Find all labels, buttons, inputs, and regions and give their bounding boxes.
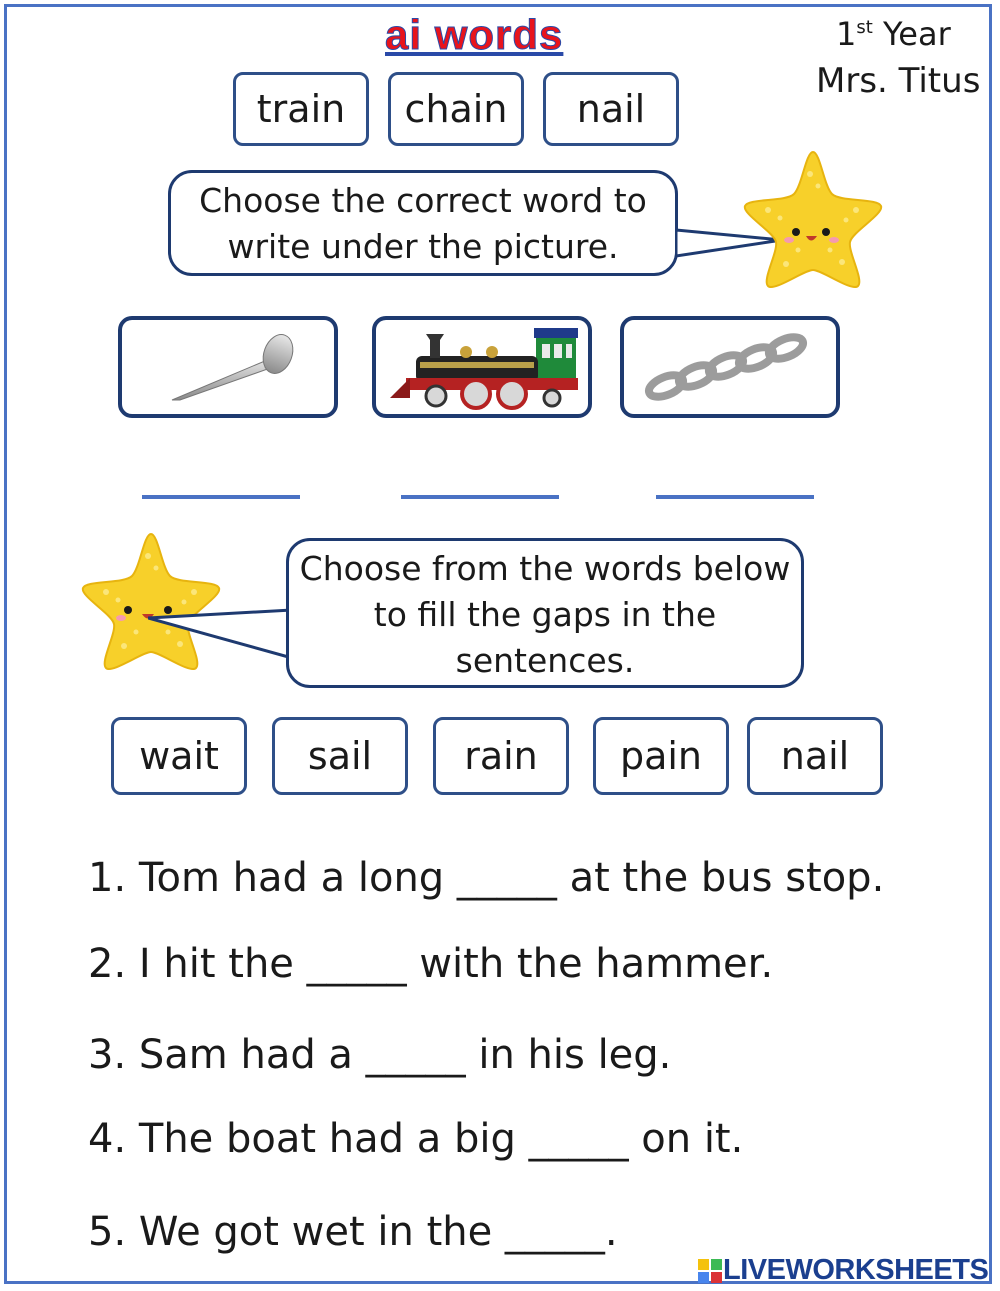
worksheet-title: ai words (385, 11, 564, 58)
sentence-1: 1. Tom had a long _____ at the bus stop. (88, 855, 885, 901)
word-bank-nail-2: nail (747, 717, 883, 795)
instruction-2-line-1: Choose from the words below (299, 549, 791, 588)
nail-icon (122, 320, 334, 414)
star-mascot-icon (738, 146, 888, 291)
year-suffix: st (856, 17, 873, 38)
liveworksheets-brand: LIVEWORKSHEETS (723, 1254, 989, 1286)
instruction-2-line-2: to fill the gaps in the (373, 595, 717, 634)
sentence-4: 4. The boat had a big _____ on it. (88, 1116, 744, 1162)
picture-train (372, 316, 592, 418)
answer-line-3[interactable] (656, 495, 814, 499)
sentence-2: 2. I hit the _____ with the hammer. (88, 941, 774, 987)
word-bank-rain: rain (433, 717, 569, 795)
liveworksheets-logo-icon (697, 1258, 723, 1284)
word-bank-chain: chain (388, 72, 524, 146)
train-icon (376, 320, 588, 414)
teacher-name: Mrs. Titus (816, 61, 981, 101)
instruction-2-line-3: sentences. (455, 641, 635, 680)
word-bank-train: train (233, 72, 369, 146)
word-bank-pain: pain (593, 717, 729, 795)
sentence-5: 5. We got wet in the _____. (88, 1209, 618, 1255)
chain-icon (624, 320, 836, 414)
instruction-1-line-1: Choose the correct word to (199, 181, 647, 220)
instruction-bubble-2 (286, 538, 804, 688)
picture-nail (118, 316, 338, 418)
year-label (836, 15, 951, 53)
instruction-1-line-2: write under the picture. (227, 227, 619, 266)
speech-pointer-2 (148, 606, 294, 666)
word-bank-nail: nail (543, 72, 679, 146)
picture-chain (620, 316, 840, 418)
instruction-bubble-1 (168, 170, 678, 276)
answer-line-2[interactable] (401, 495, 559, 499)
word-bank-sail: sail (272, 717, 408, 795)
year-word: Year (882, 15, 951, 53)
answer-line-1[interactable] (142, 495, 300, 499)
liveworksheets-logo (697, 1256, 988, 1285)
year-number: 1 (836, 15, 857, 53)
sentence-3: 3. Sam had a _____ in his leg. (88, 1032, 672, 1078)
word-bank-wait: wait (111, 717, 247, 795)
